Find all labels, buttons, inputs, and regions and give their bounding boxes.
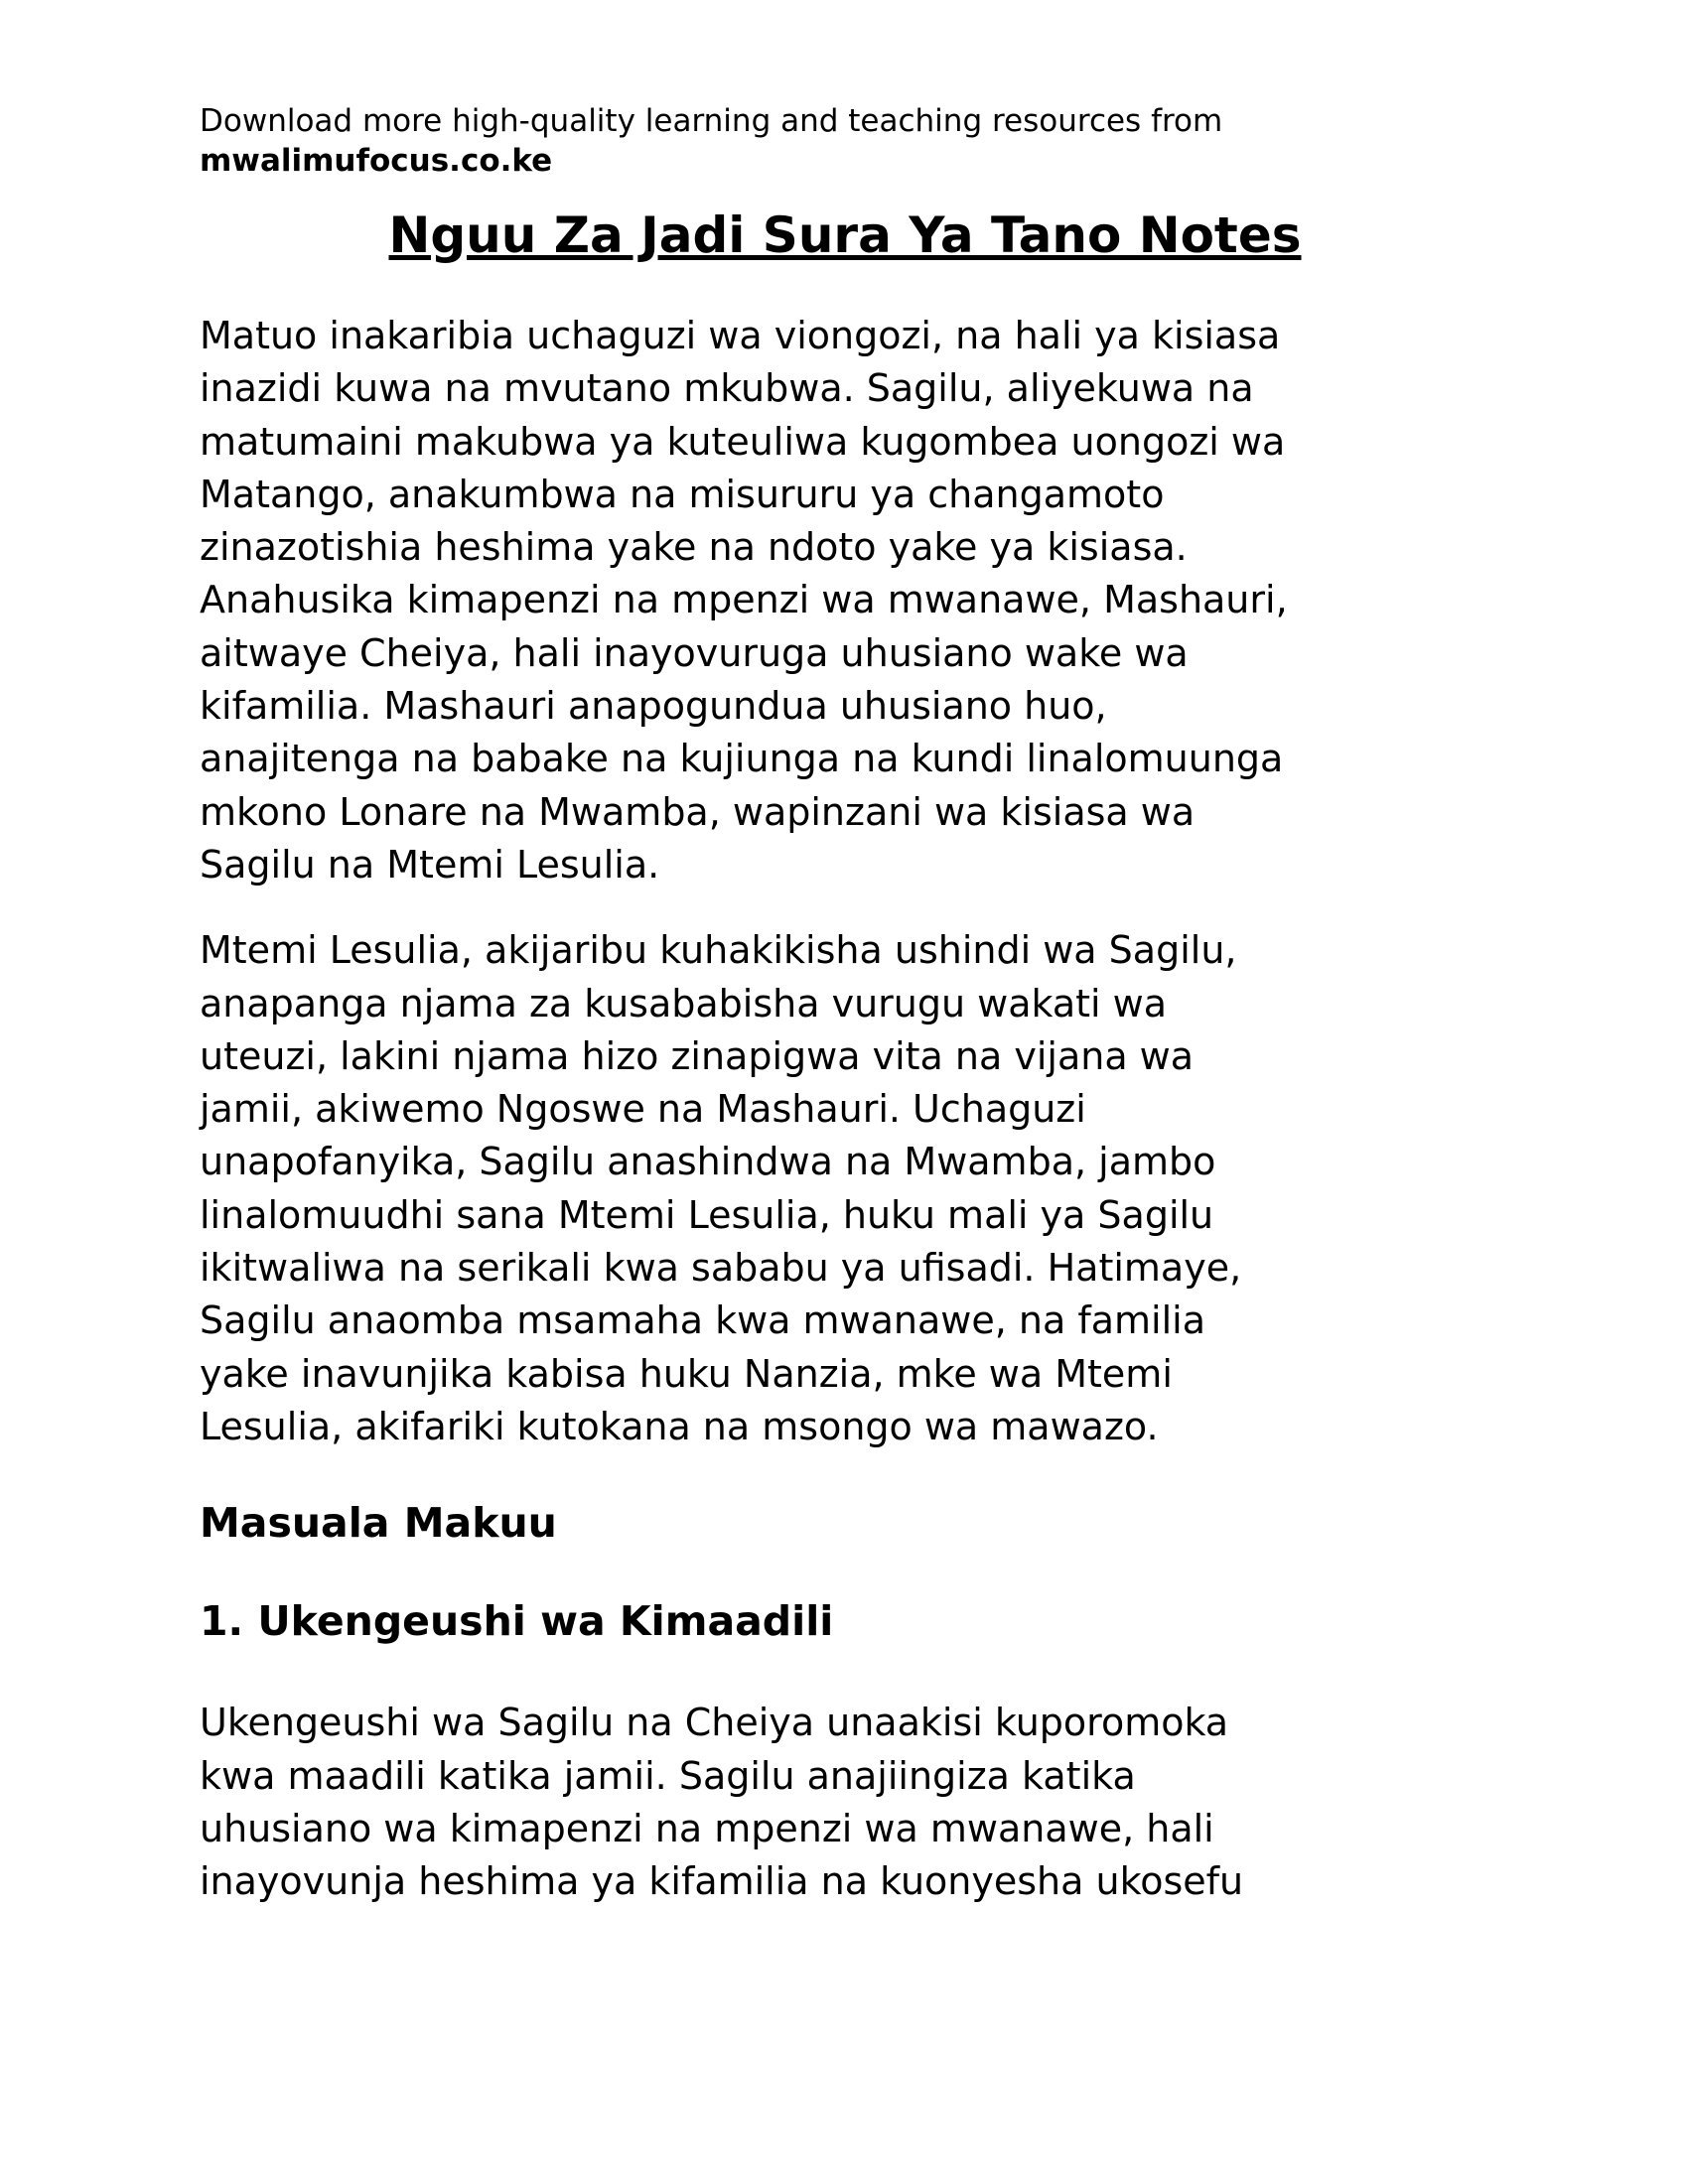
document-page (200, 0, 1490, 1908)
source-website-link[interactable]: mwalimufocus.co.ke (200, 143, 553, 179)
page-title: Nguu Za Jadi Sura Ya Tano Notes (388, 206, 1302, 264)
summary-paragraph-2: Mtemi Lesulia, akijaribu kuhakikisha ushindi wa Sagilu, anapanga njama za kusababisha vurugu wakati wa uteuzi, lakini njama hizo zinapigwa vita na vijana wa jamii, akiwemo Ngoswe na Mashauri. Uchaguzi unapofanyika, Sagilu anashindwa na Mwamba, jambo linalomuudhi sana Mtemi Lesulia, huku mali ya Sagilu ikitwaliwa na serikali kwa sababu ya ufisadi. Hatimaye, Sagilu anaomba msamaha kwa mwanawe, na familia yake inavunjika kabisa huku Nanzia, mke wa Mtemi Lesulia, akifariki kutokana na msongo wa mawazo. (200, 928, 1242, 1448)
section-heading: Masuala Makuu (200, 1499, 557, 1548)
subsection-heading: 1. Ukengeushi wa Kimaadili (200, 1597, 834, 1646)
summary-paragraph-1: Matuo inakaribia uchaguzi wa viongozi, na hali ya kisiasa inazidi kuwa na mvutano mkubwa. Sagilu, aliyekuwa na matumaini makubwa ya kuteuliwa kugombea uongozi wa Matango, anakumbwa na misururu ya changamoto zinazotishia heshima yake na ndoto yake ya kisiasa. Anahusika kimapenzi na mpenzi wa mwanawe, Mashauri, aitwaye Cheiya, hali inayovuruga uhusiano wake wa kifamilia. Mashauri anapogundua uhusiano huo, anajitenga na babake na kujiunga na kundi linalomuunga mkono Lonare na Mwamba, wapinzani wa kisiasa wa Sagilu na Mtemi Lesulia. (200, 314, 1288, 887)
subsection-paragraph: Ukengeushi wa Sagilu na Cheiya unaakisi kuporomoka kwa maadili katika jamii. Sagilu anajiingiza katika uhusiano wa kimapenzi na mpenzi wa mwanawe, hali inayovunja heshima ya kifamilia na kuonyesha ukosefu (200, 1701, 1244, 1904)
download-notice: Download more high-quality learning and teaching resources from (200, 103, 1223, 139)
